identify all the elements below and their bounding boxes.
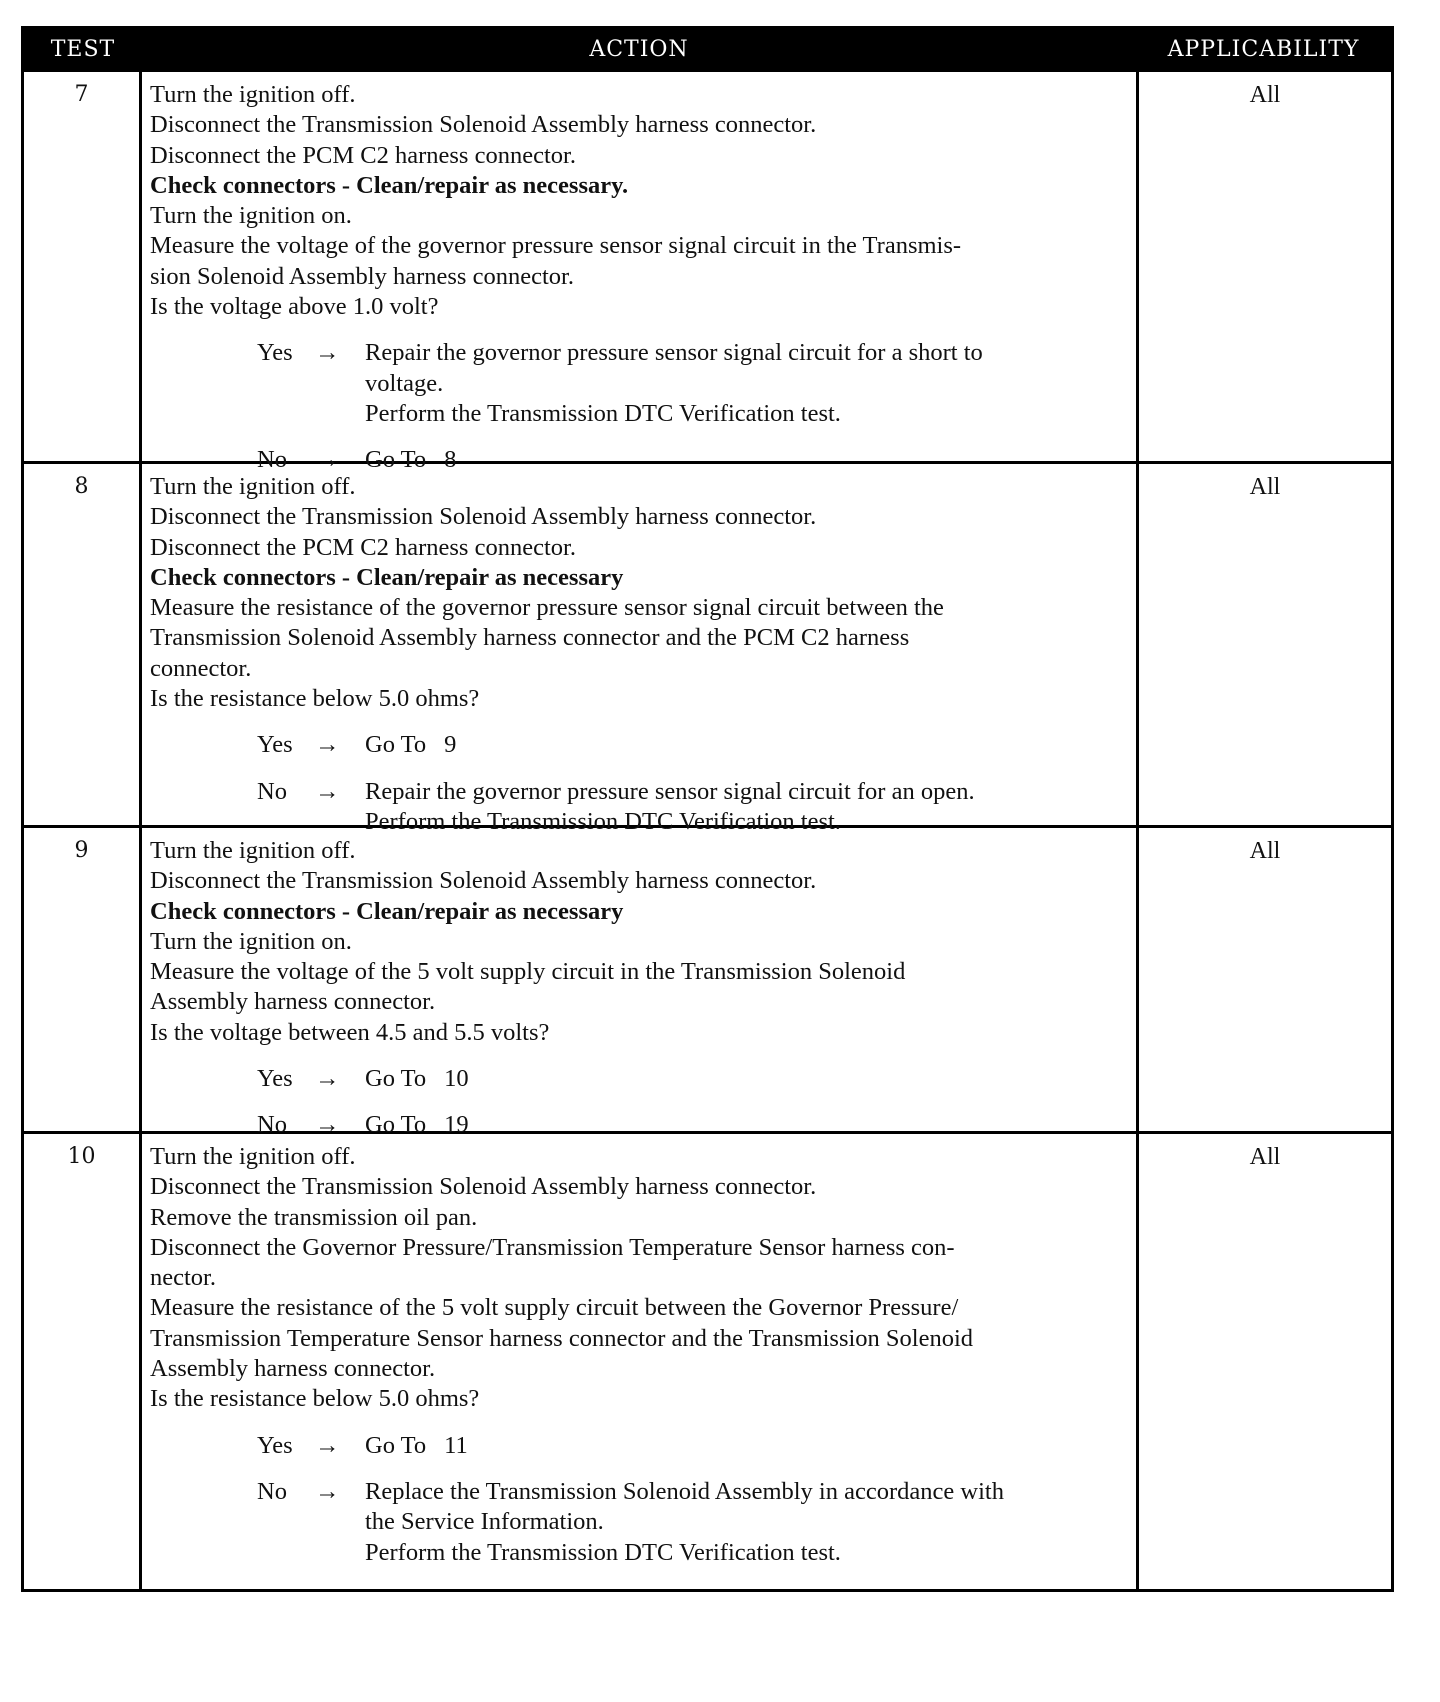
no-label: No <box>257 446 287 474</box>
outcome-line: Repair the governor pressure sensor signal circuit for an open. <box>365 777 975 805</box>
header-action: ACTION <box>589 36 689 62</box>
table-row <box>24 1131 1391 1589</box>
action-line: Turn the ignition on. <box>150 927 352 955</box>
test-number: 10 <box>24 1134 142 1589</box>
goto-number: 9 <box>444 731 457 759</box>
action-line: Turn the ignition off. <box>150 1143 356 1170</box>
action-line: Turn the ignition on. <box>150 202 352 230</box>
table-row <box>24 825 1391 1139</box>
test-number: 8 <box>24 464 142 825</box>
no-label: No <box>257 777 287 805</box>
arrow-icon: → <box>315 1431 340 1459</box>
action-line: Disconnect the Transmission Solenoid Assembly harness connector. <box>150 111 817 139</box>
header-applicability: APPLICABILITY <box>1167 36 1360 62</box>
applicability-cell: All <box>1136 828 1391 1131</box>
goto-number: 8 <box>444 446 457 474</box>
action-line: Turn the ignition off. <box>150 837 356 864</box>
outcome-line: Replace the Transmission Solenoid Assembly in accordance with <box>365 1477 1004 1505</box>
action-cell <box>142 1134 1136 1589</box>
yes-label: Yes <box>257 1431 293 1459</box>
action-line: Measure the resistance of the 5 volt supply circuit between the Governor Pressure/ <box>150 1294 959 1322</box>
yes-outcome <box>257 338 1128 429</box>
action-cell <box>142 464 1136 835</box>
table-row <box>24 69 1391 474</box>
arrow-icon: → <box>315 731 340 759</box>
check-connectors-line: Check connectors - Clean/repair as necessary. <box>150 171 629 199</box>
arrow-icon: → <box>315 446 340 474</box>
action-line: Measure the voltage of the governor pressure sensor signal circuit in the Transmis- <box>150 232 962 260</box>
table-row <box>24 461 1391 835</box>
yes-outcome <box>257 1431 1128 1461</box>
action-cell <box>142 828 1136 1139</box>
no-label: No <box>257 1477 287 1505</box>
action-line: Disconnect the Transmission Solenoid Assembly harness connector. <box>150 867 817 895</box>
action-cell <box>142 72 1136 474</box>
action-line: Measure the resistance of the governor pressure sensor signal circuit between the <box>150 594 944 622</box>
applicability-cell: All <box>1136 72 1391 461</box>
applicability-cell: All <box>1136 464 1391 825</box>
outcome-line: Perform the Transmission DTC Verification test. <box>365 399 841 427</box>
goto-text: Go To <box>365 1065 427 1093</box>
action-line: connector. <box>150 654 252 682</box>
outcome-line: Perform the Transmission DTC Verification test. <box>365 807 841 835</box>
action-line: Disconnect the Transmission Solenoid Assembly harness connector. <box>150 503 817 531</box>
action-line: Assembly harness connector. <box>150 988 436 1016</box>
action-line: Disconnect the PCM C2 harness connector. <box>150 533 576 561</box>
yes-label: Yes <box>257 339 293 367</box>
outcome-line: Perform the Transmission DTC Verification test. <box>365 1538 841 1566</box>
diagnostic-test-table <box>21 26 1394 1592</box>
goto-number: 19 <box>444 1111 469 1139</box>
action-line: Transmission Temperature Sensor harness connector and the Transmission Solenoid <box>150 1324 974 1352</box>
header-test: TEST <box>50 36 116 62</box>
question-line: Is the resistance below 5.0 ohms? <box>150 1385 480 1413</box>
table-header <box>24 29 1391 69</box>
goto-number: 10 <box>444 1065 469 1093</box>
question-line: Is the voltage above 1.0 volt? <box>150 293 439 321</box>
outcome-line: voltage. <box>365 369 444 397</box>
yes-label: Yes <box>257 1065 293 1093</box>
action-line: Turn the ignition off. <box>150 81 356 108</box>
yes-label: Yes <box>257 731 293 759</box>
no-label: No <box>257 1111 287 1139</box>
outcome-line: the Service Information. <box>365 1508 604 1536</box>
check-connectors-line: Check connectors - Clean/repair as necessary <box>150 897 624 925</box>
goto-text: Go To <box>365 731 427 759</box>
outcome-line: Repair the governor pressure sensor signal circuit for a short to <box>365 339 983 367</box>
arrow-icon: → <box>315 777 340 805</box>
action-line: Assembly harness connector. <box>150 1355 436 1383</box>
action-line: Remove the transmission oil pan. <box>150 1203 478 1231</box>
arrow-icon: → <box>315 1065 340 1093</box>
question-line: Is the voltage between 4.5 and 5.5 volts? <box>150 1018 550 1046</box>
action-line: nector. <box>150 1264 216 1292</box>
arrow-icon: → <box>315 1111 340 1139</box>
action-line: Disconnect the Governor Pressure/Transmission Temperature Sensor harness con- <box>150 1233 955 1261</box>
check-connectors-line: Check connectors - Clean/repair as necessary <box>150 563 624 591</box>
arrow-icon: → <box>315 339 340 367</box>
no-outcome <box>257 1477 1128 1568</box>
goto-text: Go To <box>365 446 427 474</box>
action-line: Disconnect the Transmission Solenoid Assembly harness connector. <box>150 1173 817 1201</box>
action-line: Measure the voltage of the 5 volt supply circuit in the Transmission Solenoid <box>150 958 906 986</box>
yes-outcome <box>257 730 1128 760</box>
question-line: Is the resistance below 5.0 ohms? <box>150 685 480 713</box>
goto-text: Go To <box>365 1111 427 1139</box>
arrow-icon: → <box>315 1477 340 1505</box>
test-number: 9 <box>24 828 142 1131</box>
action-line: Disconnect the PCM C2 harness connector. <box>150 141 576 169</box>
test-number: 7 <box>24 72 142 461</box>
action-line: Transmission Solenoid Assembly harness connector and the PCM C2 harness <box>150 624 910 652</box>
applicability-cell: All <box>1136 1134 1391 1589</box>
goto-text: Go To <box>365 1431 427 1459</box>
goto-number: 11 <box>444 1431 468 1459</box>
action-line: sion Solenoid Assembly harness connector. <box>150 262 574 290</box>
yes-outcome <box>257 1064 1128 1094</box>
action-line: Turn the ignition off. <box>150 473 356 500</box>
